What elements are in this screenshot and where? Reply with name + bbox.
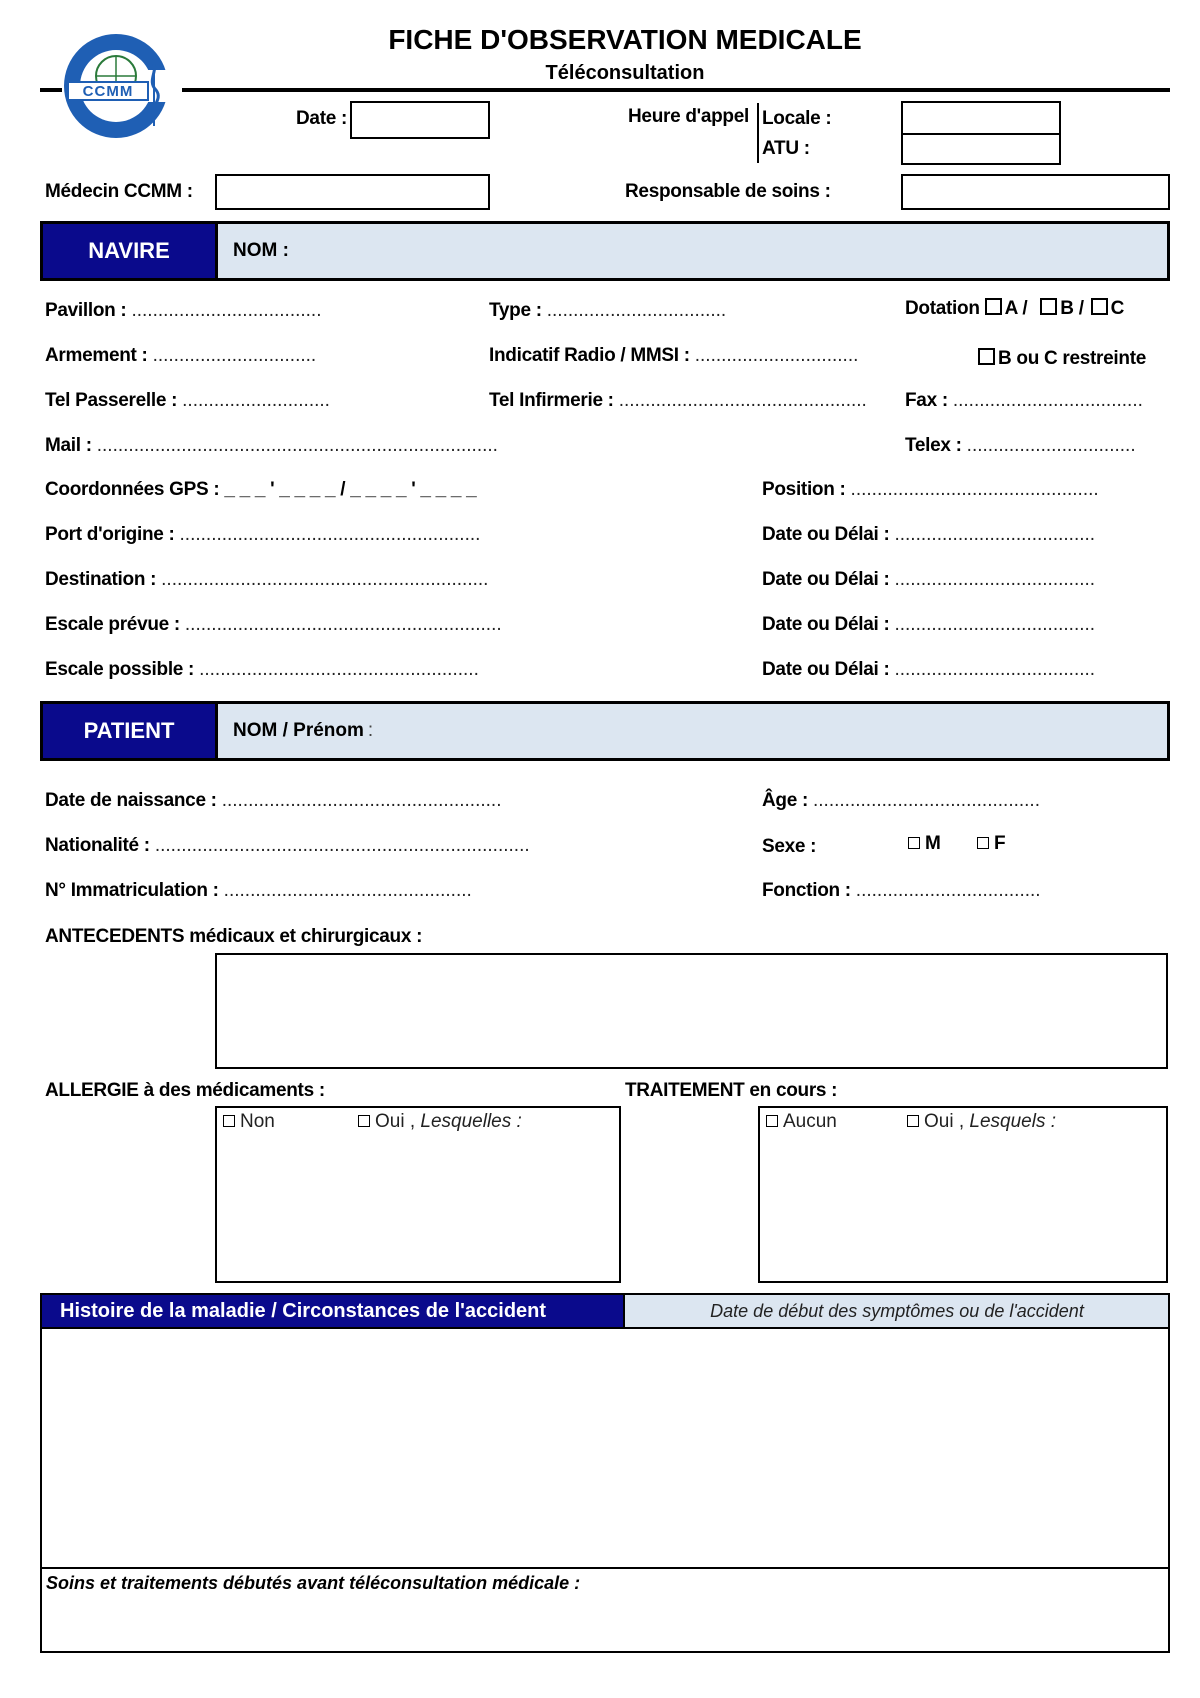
age-label[interactable]: Âge : ........................................... <box>762 790 1040 811</box>
restreinte-label: B ou C restreinte <box>978 348 1146 370</box>
responsable-label: Responsable de soins : <box>625 181 831 202</box>
atu-label: ATU : <box>762 138 810 159</box>
indicatif-label[interactable]: Indicatif Radio / MMSI : ............................... <box>489 345 859 366</box>
naissance-label[interactable]: Date de naissance : ..................................................... <box>45 790 502 811</box>
atu-field[interactable] <box>901 133 1061 165</box>
soins-field[interactable] <box>42 1599 1168 1651</box>
allergie-label: ALLERGIE à des médicaments : <box>45 1080 325 1101</box>
page-title: FICHE D'OBSERVATION MEDICALE <box>388 24 862 55</box>
tel-infirmerie-label[interactable]: Tel Infirmerie : ............................................... <box>489 390 867 411</box>
histoire-title: Histoire de la maladie / Circonstances de l'accident <box>42 1295 625 1327</box>
responsable-field[interactable] <box>901 174 1170 210</box>
date-delai-4[interactable]: Date ou Délai : ...................................... <box>762 659 1096 680</box>
antecedents-field[interactable] <box>215 953 1168 1069</box>
histoire-field[interactable] <box>42 1329 1168 1565</box>
allergie-oui-checkbox[interactable] <box>358 1115 370 1127</box>
fonction-label[interactable]: Fonction : ................................... <box>762 880 1041 901</box>
soins-divider <box>42 1567 1168 1569</box>
header-rule-left <box>40 88 62 92</box>
traitement-label: TRAITEMENT en cours : <box>625 1080 838 1101</box>
patient-band <box>40 701 1170 761</box>
patient-tag: PATIENT <box>43 704 218 758</box>
escale-possible-label[interactable]: Escale possible : ..................................................... <box>45 659 479 680</box>
armement-label[interactable]: Armement : ............................... <box>45 345 317 366</box>
traitement-oui-option[interactable]: Oui , Lesquels : <box>907 1111 1056 1133</box>
sexe-label: Sexe : <box>762 836 817 857</box>
date-delai-3[interactable]: Date ou Délai : ...................................... <box>762 614 1096 635</box>
position-label[interactable]: Position : ............................................... <box>762 479 1099 500</box>
escale-prevue-label[interactable]: Escale prévue : ............................................................ <box>45 614 502 635</box>
sexe-m-checkbox[interactable] <box>908 837 920 849</box>
logo-text: CCMM <box>82 83 134 100</box>
sexe-f-option[interactable]: F <box>977 833 1005 855</box>
patient-nom-label: NOM / Prénom <box>233 720 364 741</box>
pavillon-label[interactable]: Pavillon : .................................... <box>45 300 322 321</box>
gps-label[interactable]: Coordonnées GPS : _ _ _ ' _ _ _ _ / _ _ _ _ ' _ _ _ _ <box>45 479 477 500</box>
soins-label: Soins et traitements débutés avant téléconsultation médicale : <box>46 1573 581 1593</box>
sexe-m-option[interactable]: M <box>908 833 941 855</box>
header-rule <box>182 88 1170 92</box>
navire-band <box>40 221 1170 281</box>
date-delai-2[interactable]: Date ou Délai : ...................................... <box>762 569 1096 590</box>
date-field[interactable] <box>350 101 490 139</box>
dotation-label: Dotation A / B / C <box>905 298 1125 319</box>
heure-appel-label: Heure d'appel <box>628 106 749 127</box>
histoire-section <box>40 1293 1170 1653</box>
navire-nom-field[interactable] <box>233 224 289 278</box>
dotation-b-checkbox[interactable] <box>1040 298 1057 315</box>
allergie-field[interactable] <box>215 1106 621 1283</box>
navire-nom-label: NOM : <box>233 240 289 261</box>
immatriculation-label[interactable]: N° Immatriculation : ............................................... <box>45 880 472 901</box>
fax-label[interactable]: Fax : .................................... <box>905 390 1143 411</box>
antecedents-label: ANTECEDENTS médicaux et chirurgicaux : <box>45 926 423 947</box>
type-label[interactable]: Type : .................................. <box>489 300 727 321</box>
dotation-c-checkbox[interactable] <box>1091 298 1108 315</box>
locale-field[interactable] <box>901 101 1061 137</box>
date-delai-1[interactable]: Date ou Délai : ...................................... <box>762 524 1096 545</box>
locale-label: Locale : <box>762 108 832 129</box>
telex-label[interactable]: Telex : ................................ <box>905 435 1136 456</box>
page-subtitle: Téléconsultation <box>545 62 705 84</box>
traitement-aucun-checkbox[interactable] <box>766 1115 778 1127</box>
date-label: Date : <box>296 108 347 129</box>
tel-passerelle-label[interactable]: Tel Passerelle : ............................ <box>45 390 330 411</box>
allergie-non-option[interactable]: Non <box>223 1111 275 1133</box>
restreinte-checkbox[interactable] <box>978 348 995 365</box>
dotation-a-checkbox[interactable] <box>985 298 1002 315</box>
date-debut-field[interactable]: Date de début des symptômes ou de l'accident <box>710 1301 1084 1321</box>
traitement-aucun-option[interactable]: Aucun <box>766 1111 837 1133</box>
allergie-non-checkbox[interactable] <box>223 1115 235 1127</box>
destination-label[interactable]: Destination : .............................................................. <box>45 569 489 590</box>
patient-nom-field[interactable]: NOM / Prénom : <box>233 720 374 741</box>
traitement-oui-checkbox[interactable] <box>907 1115 919 1127</box>
allergie-oui-option[interactable]: Oui , Lesquelles : <box>358 1111 522 1133</box>
sexe-f-checkbox[interactable] <box>977 837 989 849</box>
heure-divider <box>757 103 759 163</box>
port-origine-label[interactable]: Port d'origine : ......................................................... <box>45 524 481 545</box>
nationalite-label[interactable]: Nationalité : ....................................................................... <box>45 835 530 856</box>
medecin-field[interactable] <box>215 174 490 210</box>
medecin-label: Médecin CCMM : <box>45 181 193 202</box>
mail-label[interactable]: Mail : ............................................................................ <box>45 435 498 456</box>
traitement-field[interactable] <box>758 1106 1168 1283</box>
navire-tag: NAVIRE <box>43 224 218 278</box>
